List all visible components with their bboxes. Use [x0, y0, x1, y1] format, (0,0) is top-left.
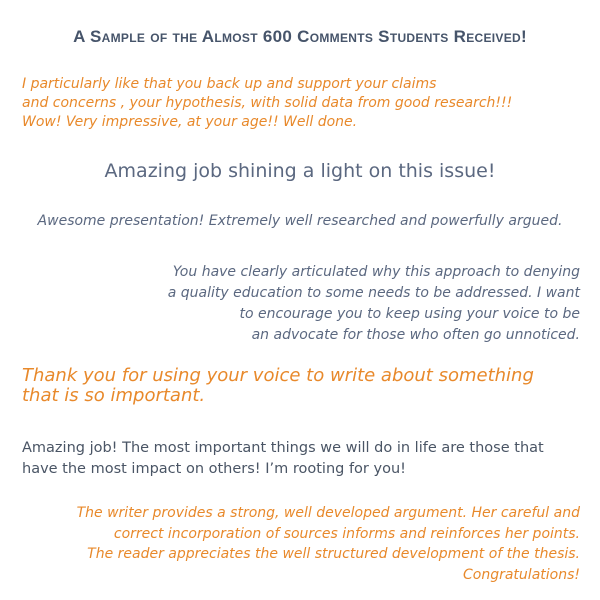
comment-line: The reader appreciates the well structured development of the thesis. — [87, 546, 580, 562]
comment-line: have the most impact on others! I’m rooting for you! — [22, 461, 406, 477]
comment-line: correct incorporation of sources informs and reinforces her points. — [113, 525, 580, 542]
comment-line: Congratulations! — [463, 566, 580, 583]
comment-line: You have clearly articulated why this approach to denying — [172, 264, 580, 280]
comment-line: Amazing job! The most important things we will do in life are those that — [22, 440, 544, 456]
comment-5 — [22, 366, 534, 406]
comment-2 — [0, 159, 600, 183]
comment-line: and concerns , your hypothesis, with solid data from good research!!! — [22, 95, 513, 111]
comment-line: I particularly like that you back up and support your claims — [22, 76, 437, 92]
comment-line: to encourage you to keep using your voice to be — [239, 306, 580, 322]
page-title: A Sample of the Almost 600 Comments Students Received! — [73, 27, 527, 46]
comment-line: Amazing job shining a light on this issue! — [104, 160, 496, 182]
comment-line: Wow! Very impressive, at your age!! Well done. — [22, 114, 358, 130]
comment-line: The writer provides a strong, well developed argument. Her careful and — [76, 505, 580, 521]
comment-line: Thank you for using your voice to write about something — [22, 365, 534, 386]
comment-line: a quality education to some needs to be addressed. I want — [167, 285, 580, 301]
comment-1 — [22, 75, 512, 132]
comment-line: an advocate for those who often go unnoticed. — [251, 327, 580, 343]
comment-6 — [22, 438, 544, 480]
comment-line: Awesome presentation! Extremely well researched and powerfully argued. — [37, 213, 563, 229]
comment-3 — [0, 212, 600, 231]
comment-line: that is so important. — [22, 385, 206, 406]
comment-4 — [168, 262, 580, 346]
comment-7 — [77, 503, 580, 585]
